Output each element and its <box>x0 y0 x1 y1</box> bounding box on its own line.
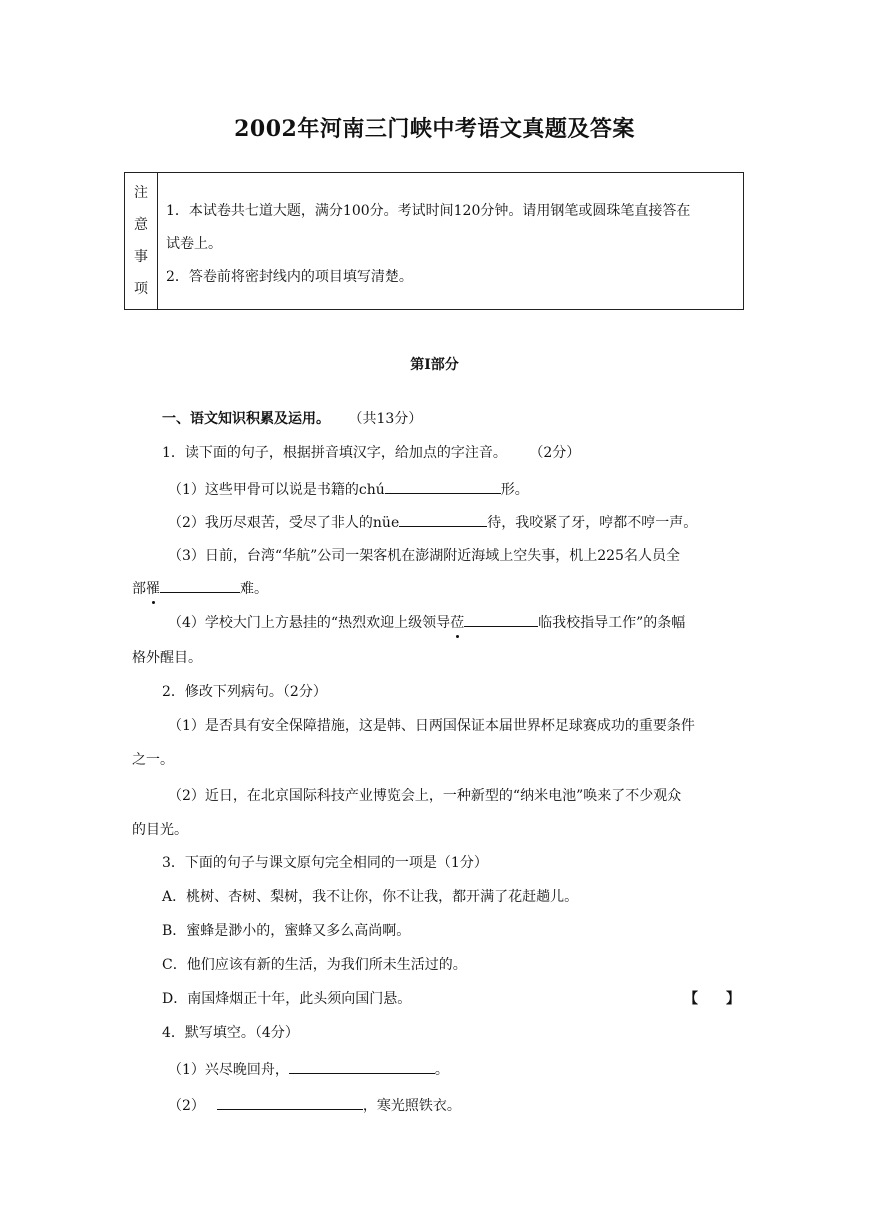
item-text: （4）学校大门上方悬挂的“热烈欢迎上级领导 <box>168 615 451 631</box>
notice-body <box>158 173 743 309</box>
answer-blank[interactable] <box>399 512 487 527</box>
question-3-option-d <box>162 989 740 1009</box>
notice-item-2: 2．答卷前将密封线内的项目填写清楚。 <box>166 269 413 285</box>
item-text: （1）兴尽晚回舟， <box>168 1062 289 1078</box>
question-1-item-4-cont: 格外醒目。 <box>132 650 202 666</box>
question-text: 1．读下面的句子，根据拼音填汉字，给加点的字注音。 <box>162 445 507 461</box>
notice-heading-char: 事 <box>134 249 148 265</box>
section-heading <box>162 409 740 429</box>
section-points: （共13分） <box>348 411 423 427</box>
question-2-item-1-cont: 之一。 <box>132 752 174 768</box>
question-2-item-1: （1）是否具有安全保障措施，这是韩、日两国保证本届世界杯足球赛成功的重要条件 <box>168 718 695 734</box>
page-title: 2002年河南三门峡中考语文真题及答案 <box>234 116 635 142</box>
answer-blank[interactable] <box>385 479 501 494</box>
item-text: 临我校指导工作”的条幅 <box>538 615 686 631</box>
item-text: （1）这些甲骨可以说是书籍的chú <box>168 482 385 498</box>
notice-item-1-cont: 试卷上。 <box>166 236 222 252</box>
notice-heading <box>125 173 158 309</box>
question-points: （2分） <box>529 445 581 461</box>
question-1-item-2 <box>168 512 740 533</box>
item-text: ，寒光照铁衣。 <box>362 1098 461 1114</box>
answer-blank[interactable] <box>464 612 538 627</box>
option-text: D．南国烽烟正十年，此头须向国门悬。 <box>162 991 412 1007</box>
question-1-stem <box>162 443 740 463</box>
item-text: 部 <box>132 581 146 597</box>
emphasis-char: 罹 <box>146 581 160 597</box>
item-text: 形。 <box>500 482 529 498</box>
notice-item-1: 1．本试卷共七道大题，满分100分。考试时间120分钟。请用钢笔或圆珠笔直接答在 <box>166 203 691 219</box>
question-1-item-1 <box>168 479 740 500</box>
item-text: 待，我咬紧了牙，哼都不哼一声。 <box>487 515 698 531</box>
answer-bracket[interactable]: 【 】 <box>684 991 740 1007</box>
question-3-stem: 3．下面的句子与课文原句完全相同的一项是（1分） <box>162 855 488 871</box>
question-3-option-c: C．他们应该有新的生活，为我们所未生活过的。 <box>162 957 467 973</box>
question-2-item-2-cont: 的目光。 <box>132 822 188 838</box>
item-text: 。 <box>434 1062 449 1078</box>
question-2-stem: 2．修改下列病句。（2分） <box>162 684 327 700</box>
part-title: 第Ⅰ部分 <box>410 357 459 373</box>
answer-blank[interactable] <box>160 578 240 593</box>
item-text: 难。 <box>240 581 268 597</box>
question-4-stem: 4．默写填空。（4分） <box>162 1025 299 1041</box>
question-2-item-2: （2）近日，在北京国际科技产业博览会上，一种新型的“纳米电池”唤来了不少观众 <box>168 788 682 804</box>
question-4-item-2 <box>168 1095 740 1116</box>
section-heading-text: 一、语文知识积累及运用。 <box>162 411 330 427</box>
notice-heading-char: 意 <box>134 217 148 233</box>
question-4-item-1 <box>168 1059 740 1080</box>
notice-heading-char: 项 <box>134 281 148 297</box>
question-1-item-3-cont <box>132 578 740 599</box>
question-1-item-4 <box>168 612 740 633</box>
answer-blank[interactable] <box>217 1095 363 1110</box>
question-3-option-b: B．蜜蜂是渺小的，蜜蜂又多么高尚啊。 <box>162 923 411 939</box>
notice-heading-char: 注 <box>134 185 148 201</box>
item-text: （2）我历尽艰苦，受尽了非人的nüe <box>168 515 400 531</box>
emphasis-char: 莅 <box>450 615 465 631</box>
question-3-option-a: A．桃树、杏树、梨树，我不让你，你不让我，都开满了花赶趟儿。 <box>162 889 579 905</box>
notice-box <box>124 172 744 310</box>
answer-blank[interactable] <box>289 1059 435 1074</box>
item-text: （2） <box>168 1098 205 1114</box>
question-1-item-3: （3）日前，台湾“华航”公司一架客机在澎湖附近海域上空失事，机上225名人员全 <box>168 548 680 564</box>
